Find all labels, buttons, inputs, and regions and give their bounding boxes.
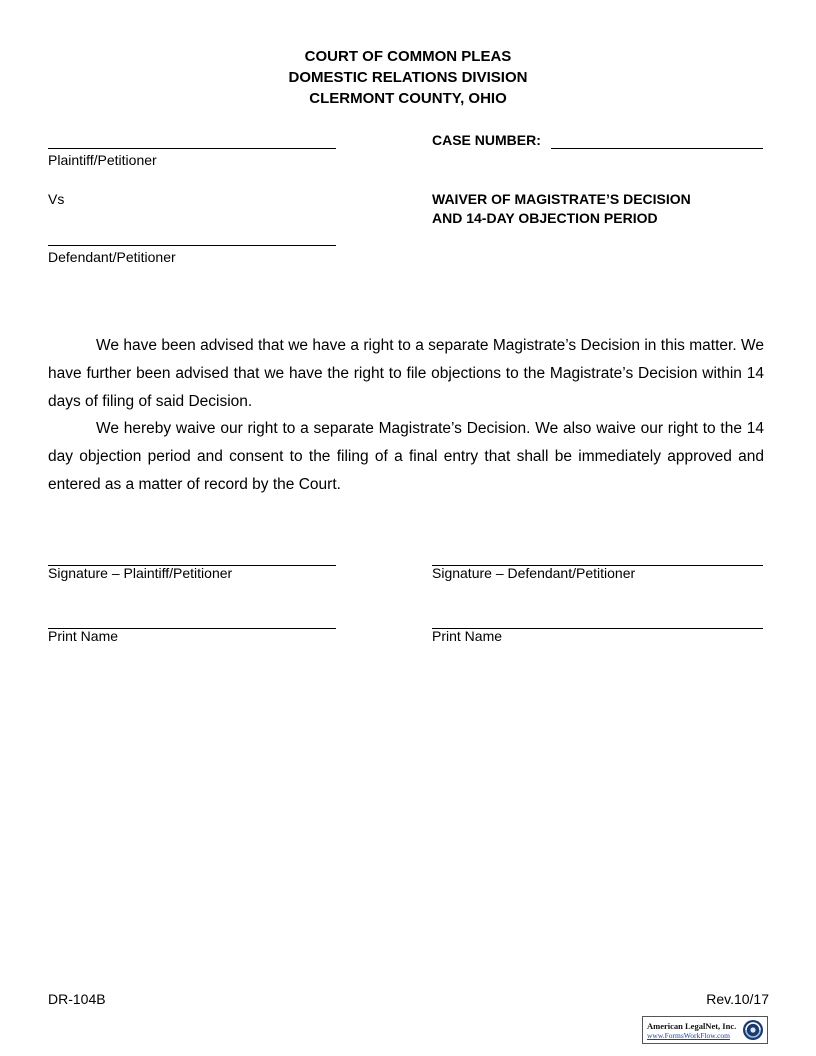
form-id: DR-104B: [48, 991, 106, 1007]
defendant-name-line[interactable]: [48, 245, 336, 246]
court-name: COURT OF COMMON PLEAS: [304, 48, 512, 65]
defendant-label: Defendant/Petitioner: [48, 249, 176, 265]
form-title-line1: WAIVER OF MAGISTRATE’S DECISION: [432, 191, 691, 207]
logo-url[interactable]: www.FormsWorkFlow.com: [647, 1031, 731, 1040]
globe-icon: [742, 1019, 764, 1041]
plaintiff-label: Plaintiff/Petitioner: [48, 152, 157, 168]
revision-date: Rev.10/17: [706, 991, 769, 1007]
plaintiff-name-line[interactable]: [48, 148, 336, 149]
defendant-print-name-label: Print Name: [432, 628, 503, 644]
logo-company-name: American LegalNet, Inc.: [647, 1021, 737, 1031]
vs-label: Vs: [48, 191, 65, 207]
waiver-body: [48, 332, 764, 499]
division-name: DOMESTIC RELATIONS DIVISION: [288, 69, 528, 86]
case-number-label: CASE NUMBER:: [432, 132, 541, 148]
advisement-paragraph: We have been advised that we have a right to a separate Magistrate’s Decision in this matter. We have further been advised that we have the right to file objections to the Magistrate’s Decision within 14 days of filing of said Decision.: [48, 337, 764, 410]
defendant-signature-label: Signature – Defendant/Petitioner: [432, 565, 636, 581]
form-title-line2: AND 14-DAY OBJECTION PERIOD: [432, 210, 658, 226]
case-number-line[interactable]: [551, 148, 763, 149]
county-name: CLERMONT COUNTY, OHIO: [309, 90, 507, 107]
waiver-paragraph: We hereby waive our right to a separate Magistrate’s Decision. We also waive our right to the 14 day objection period and consent to the filing of a final entry that shall be immediately approved and entered as a matter of record by the Court.: [48, 420, 764, 493]
plaintiff-signature-label: Signature – Plaintiff/Petitioner: [48, 565, 233, 581]
court-header: [0, 46, 816, 109]
plaintiff-print-name-label: Print Name: [48, 628, 119, 644]
american-legalnet-logo[interactable]: [642, 1016, 768, 1044]
